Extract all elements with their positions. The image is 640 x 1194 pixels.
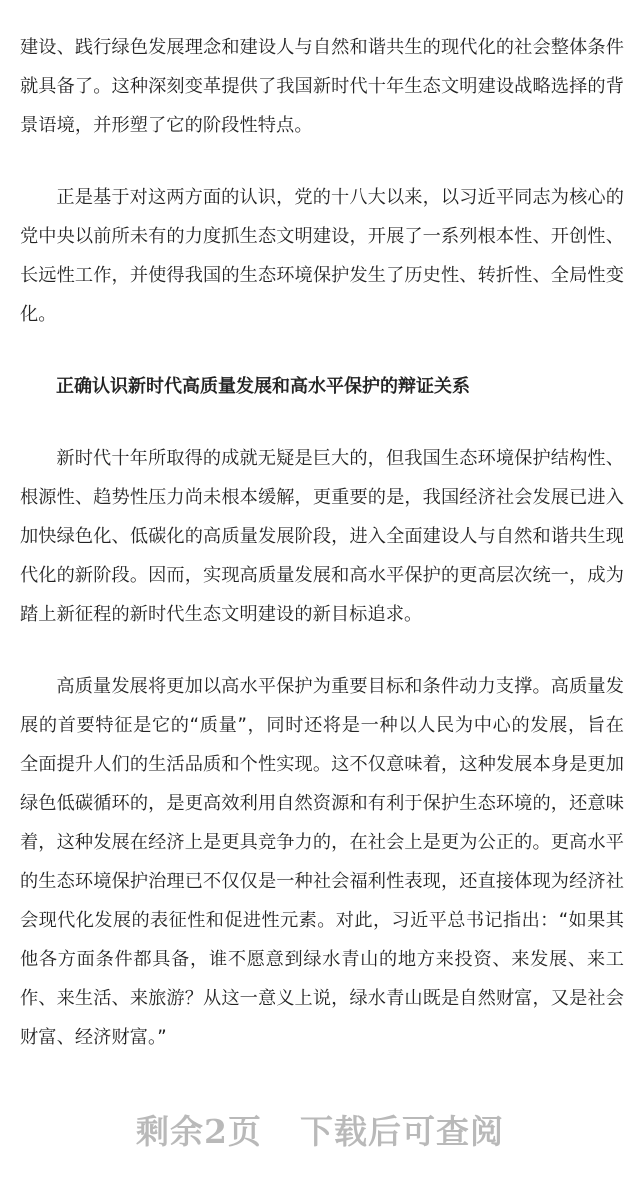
- remaining-pages-text: 剩余2页: [136, 1112, 262, 1151]
- section-heading: 正确认识新时代高质量发展和高水平保护的辩证关系: [56, 376, 470, 397]
- article-body: [20, 28, 624, 1057]
- paragraph: 正是基于对这两方面的认识，党的十八大以来，以习近平同志为核心的党中央以前所未有的力度抓生态文明建设，开展了一系列根本性、开创性、长远性工作，并使得我国的生态环境保护发生了历史性、转折性、全局性变化。: [20, 187, 624, 325]
- paragraph: 新时代十年所取得的成就无疑是巨大的，但我国生态环境保护结构性、根源性、趋势性压力尚未根本缓解，更重要的是，我国经济社会发展已进入加快绿色化、低碳化的高质量发展阶段，进入全面建设人与自然和谐共生现代化的新阶段。因而，实现高质量发展和高水平保护的更高层次统一，成为踏上新征程的新时代生态文明建设的新目标追求。: [20, 448, 624, 625]
- paragraph: 高质量发展将更加以高水平保护为重要目标和条件动力支撑。高质量发展的首要特征是它的“质量”，同时还将是一种以人民为中心的发展，旨在全面提升人们的生活品质和个性实现。这不仅意味着，这种发展本身是更加绿色低碳循环的，是更高效利用自然资源和有利于保护生态环境的，还意味着，这种发展在经济上是更具竞争力的，在社会上是更为公正的。更高水平的生态环境保护治理已不仅仅是一种社会福利性表现，还直接体现为经济社会现代化发展的表征性和促进性元素。对此，习近平总书记指出：“如果其他各方面条件都具备，谁不愿意到绿水青山的地方来投资、来发展、来工作、来生活、来旅游？从这一意义上说，绿水青山既是自然财富，又是社会财富、经济财富。”: [20, 676, 624, 1048]
- remaining-pages-banner[interactable]: [0, 1100, 640, 1164]
- download-hint-text: 下载后可查阅: [299, 1112, 504, 1151]
- paragraph-continuation: 建设、践行绿色发展理念和建设人与自然和谐共生的现代化的社会整体条件就具备了。这种深刻变革提供了我国新时代十年生态文明建设战略选择的背景语境，并形塑了它的阶段性特点。: [20, 37, 624, 136]
